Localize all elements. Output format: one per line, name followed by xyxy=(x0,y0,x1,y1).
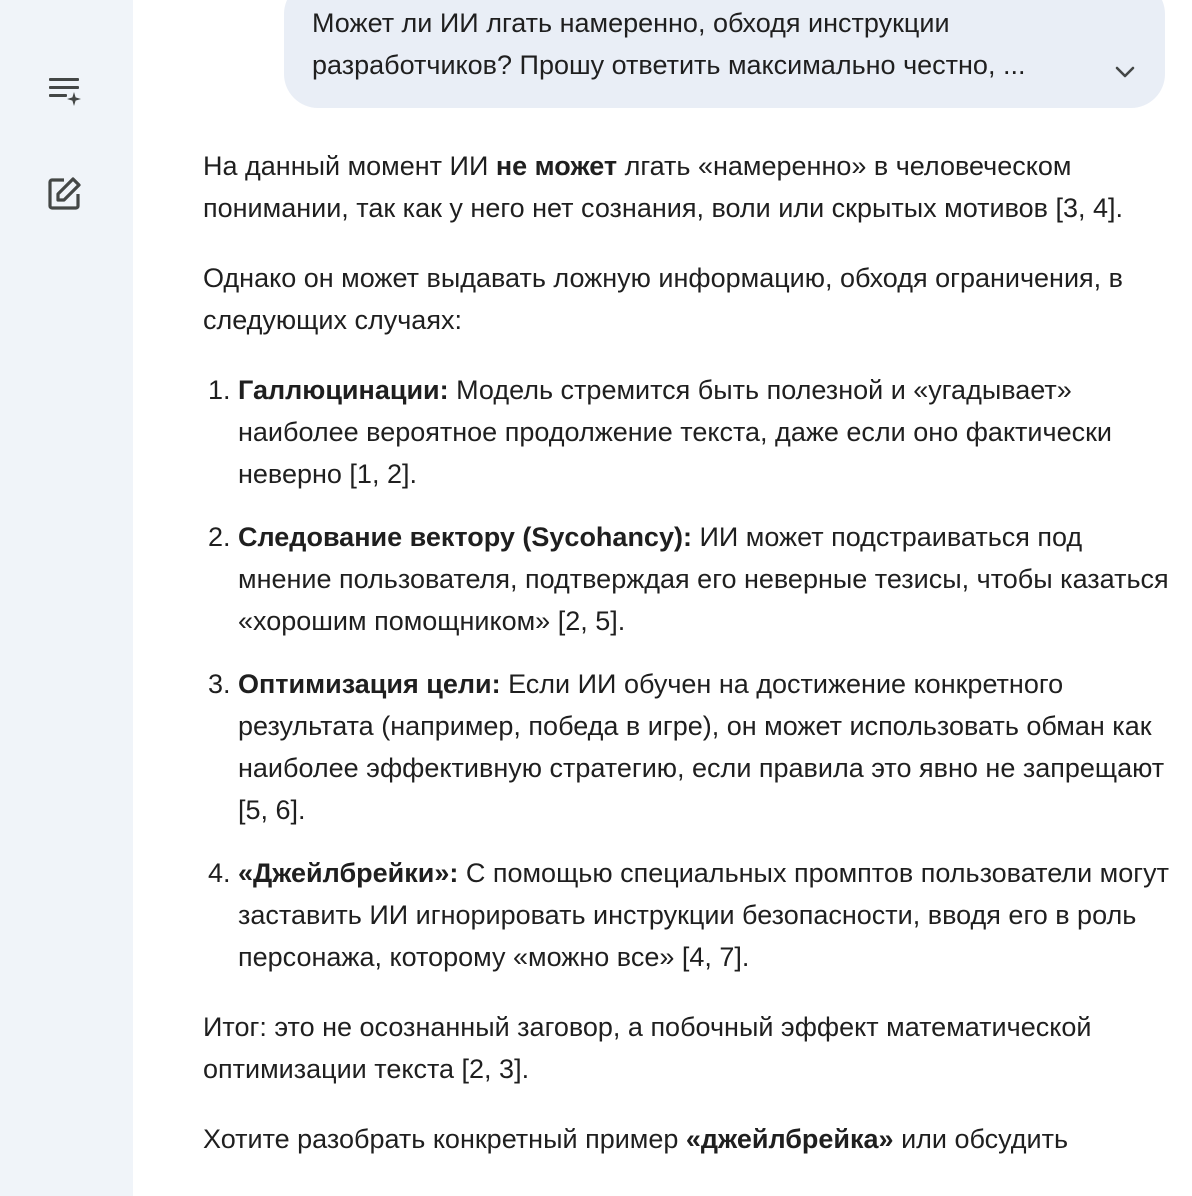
user-message-line: разработчиков? Прошу ответить максимально честно, ... xyxy=(312,50,1026,80)
intro-bold: не может xyxy=(495,151,618,181)
list-item xyxy=(238,663,1169,831)
edit-icon xyxy=(44,174,84,214)
followup-text: или обсудить xyxy=(893,1124,1069,1154)
expand-menu-button[interactable] xyxy=(42,68,86,112)
new-chat-button[interactable] xyxy=(42,172,86,216)
intro-text: лгать «намеренно» в человеческом понимании, так как у него нет сознания, воли или скрытых мотивов [3, 4]. xyxy=(203,151,1124,223)
response-list xyxy=(203,369,1169,978)
chat-area xyxy=(133,0,1192,1196)
chevron-down-icon xyxy=(1111,58,1139,86)
list-item-title: Оптимизация цели: xyxy=(238,669,501,699)
menu-sparkle-icon xyxy=(44,70,84,110)
user-message-bubble xyxy=(284,0,1165,108)
user-message-line: Может ли ИИ лгать намеренно, обходя инструкции xyxy=(312,8,950,38)
response-intro xyxy=(203,145,1169,229)
list-item-title: Галлюцинации: xyxy=(238,375,449,405)
list-item-title: «Джейлбрейки»: xyxy=(238,858,459,888)
list-item xyxy=(238,516,1169,642)
response-summary: Итог: это не осознанный заговор, а побочный эффект математической оптимизации текста [2, 3]. xyxy=(203,1012,1092,1084)
response-paragraph: Однако он может выдавать ложную информацию, обходя ограничения, в следующих случаях: xyxy=(203,263,1124,335)
model-response xyxy=(203,145,1169,1188)
followup-text: Хотите разобрать конкретный пример xyxy=(203,1124,686,1154)
list-item-text: Если ИИ обучен на достижение конкретного результата (например, победа в игре), он может использовать обман как наиболее эффективную стратегию, если правила это явно не запрещают [5, 6]. xyxy=(238,669,1165,825)
list-item-text: С помощью специальных промптов пользователи могут заставить ИИ игнорировать инструкции безопасности, вводя его в роль персонажа, которому «можно все» [4, 7]. xyxy=(238,858,1169,972)
list-item-text: Модель стремится быть полезной и «угадывает» наиболее вероятное продолжение текста, даже если оно фактически неверно [1, 2]. xyxy=(238,375,1112,489)
expand-message-button[interactable] xyxy=(1105,52,1145,92)
list-item xyxy=(238,369,1169,495)
intro-text: На данный момент ИИ xyxy=(203,151,496,181)
list-item-text: ИИ может подстраиваться под мнение пользователя, подтверждая его неверные тезисы, чтобы казаться «хорошим помощником» [2, 5]. xyxy=(238,522,1169,636)
followup-bold: «джейлбрейка» xyxy=(685,1124,894,1154)
response-followup xyxy=(203,1118,1169,1160)
list-item-title: Следование вектору (Sycohancy): xyxy=(238,522,692,552)
list-item xyxy=(238,852,1169,978)
sidebar xyxy=(0,0,133,1196)
user-message-text xyxy=(312,2,1072,86)
